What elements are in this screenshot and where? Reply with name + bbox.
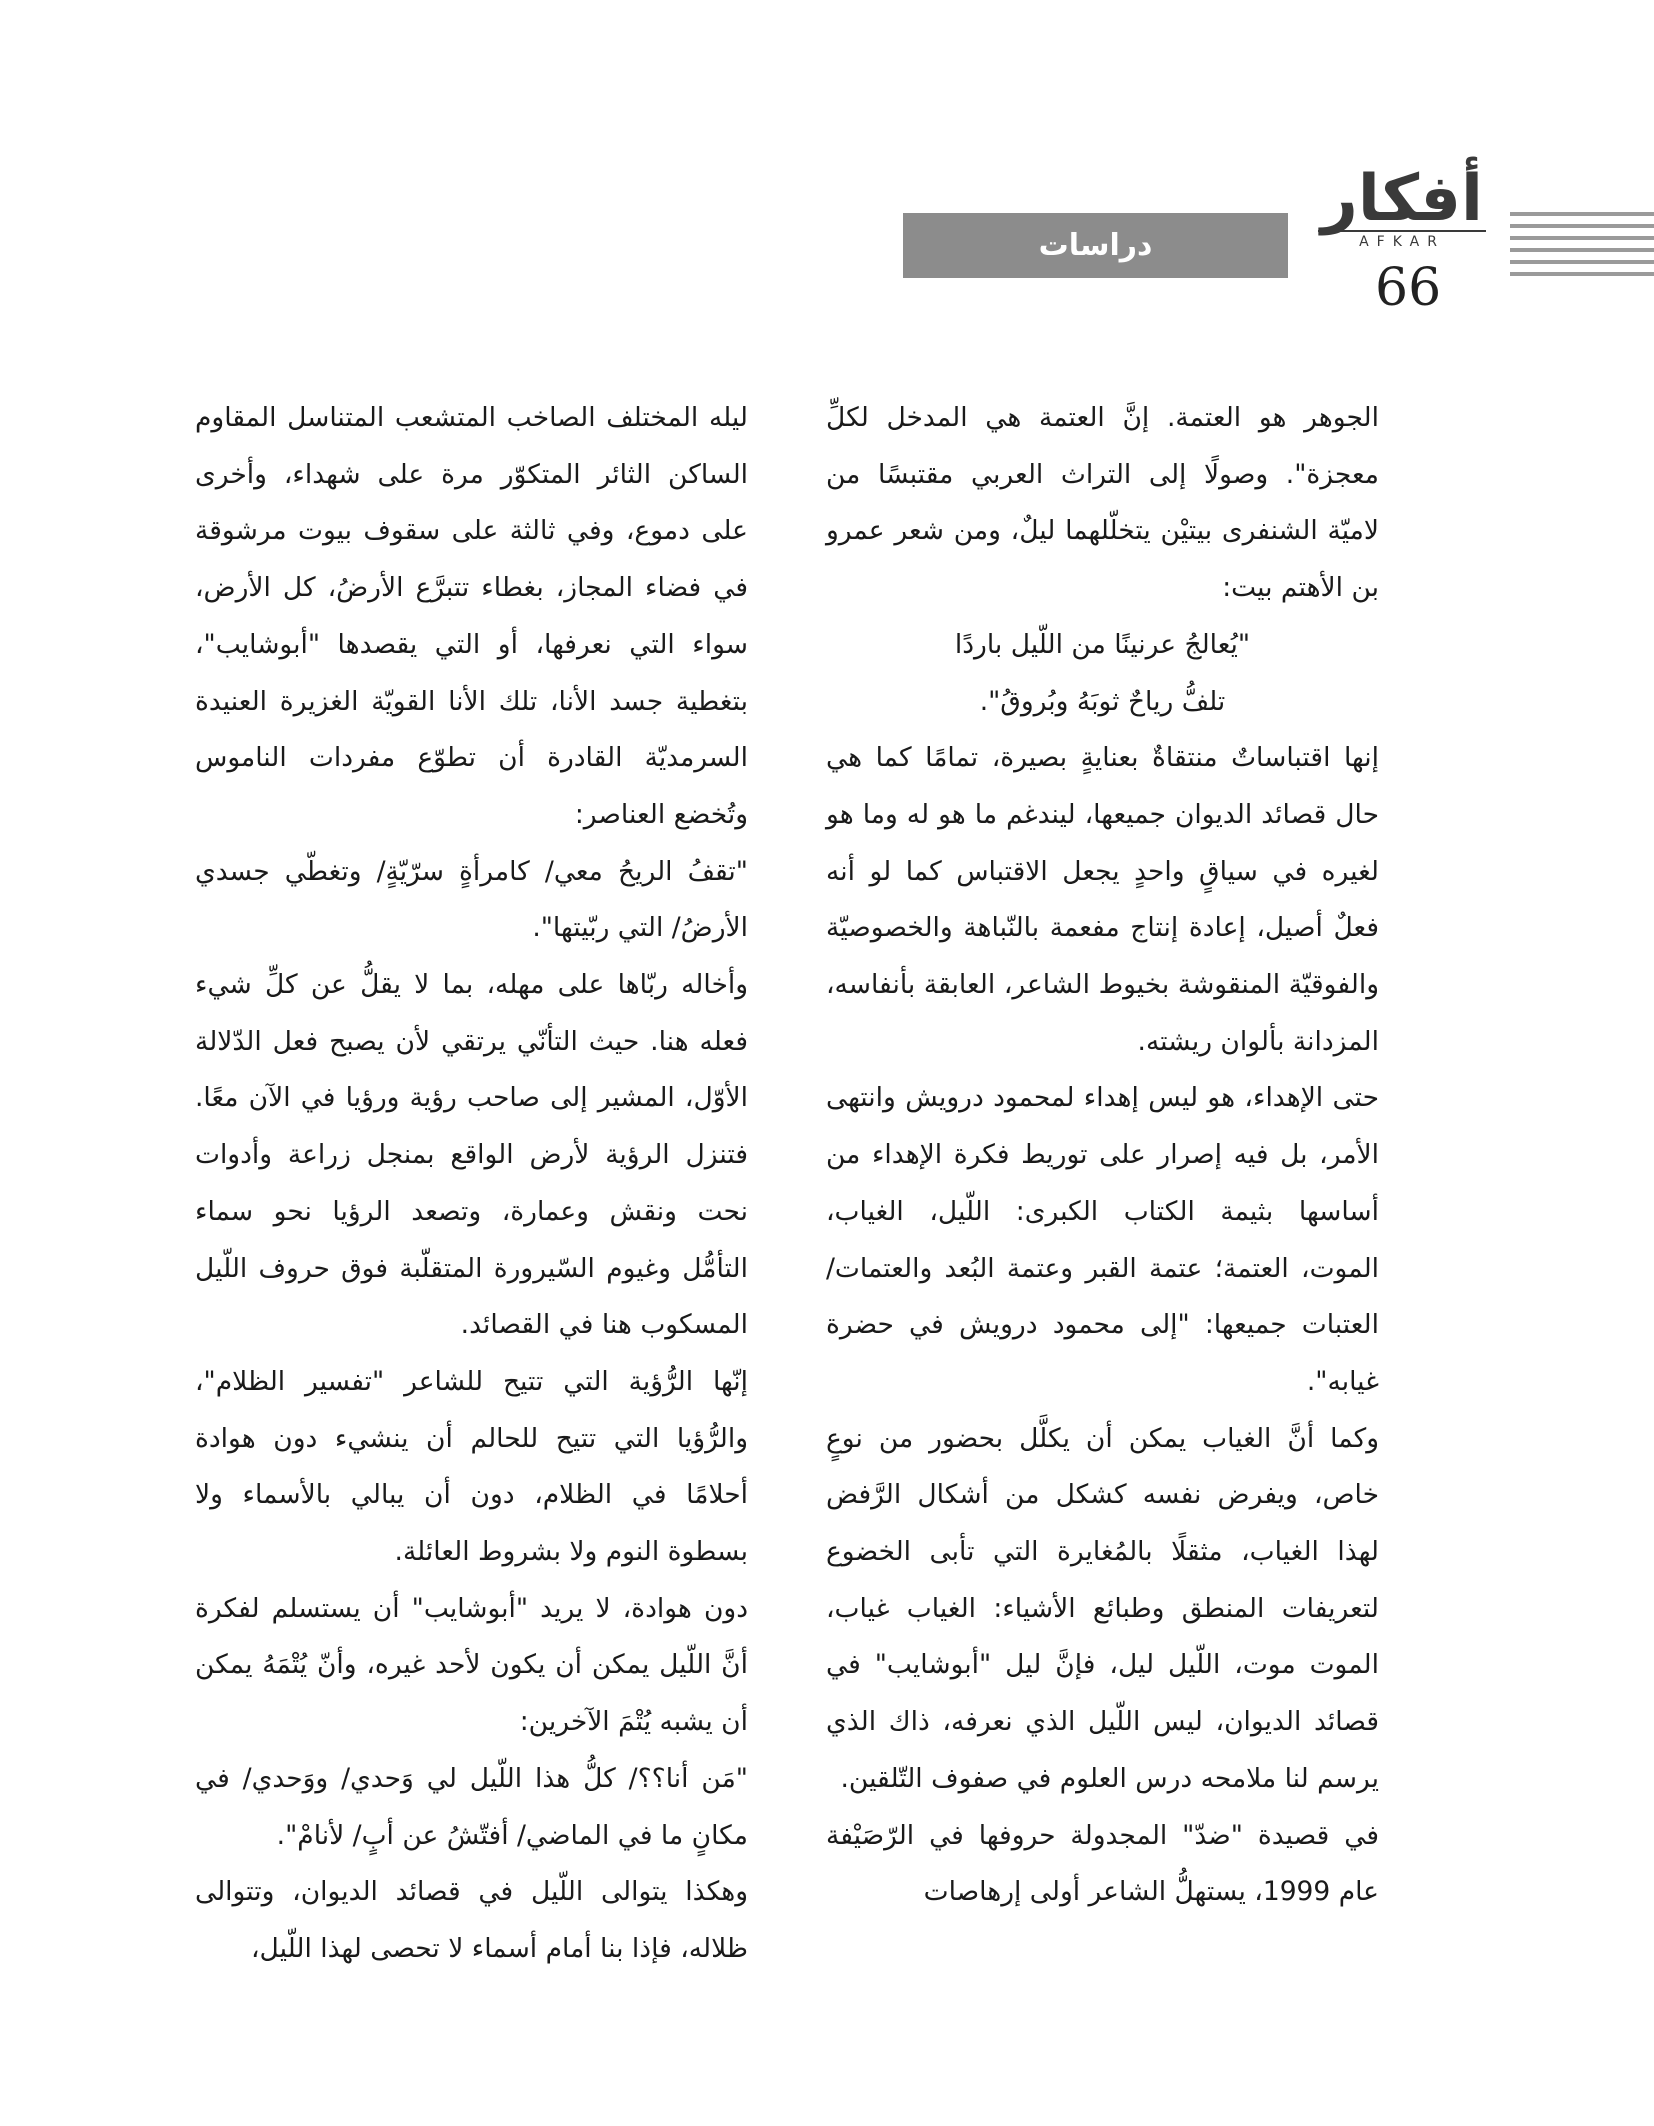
paragraph: ليله المختلف الصاخب المتشعب المتناسل المقاوم الساكن الثائر المتكوّر مرة على شهداء، وأخرى على دموع، وفي ثالثة على سقوف بيوت مرشوقة في فضاء المجاز، بغطاء تتبرَّع الأرضُ، كل الأرض، سواء التي نعرفها، أو التي يقصدها "أبوشايب"، بتغطية جسد الأنا، تلك الأنا القويّة الغزيرة العنيدة السرمديّة القادرة أن تطوّع مفردات الناموس وتُخضع العناصر: — [195, 402, 748, 830]
stripe — [1510, 236, 1654, 240]
paragraph: وأخاله ربّاها على مهله، بما لا يقلُّ عن كلِّ شيء فعله هنا. حيث التأنّي يرتقي لأن يصبح فعل الدّلالة الأوّل، المشير إلى صاحب رؤية ورؤيا في الآن معًا. فتنزل الرؤية لأرض الواقع بمنجل زراعة وأدوات نحت ونقش وعمارة، وتصعد الرؤيا نحو سماء التأمُّل وغيوم السّيرورة المتقلّبة فوق حروف اللّيل المسكوب هنا في القصائد. — [195, 969, 748, 1341]
logo-english: AFKAR — [1318, 230, 1486, 250]
page-header — [0, 0, 1654, 330]
decorative-stripes — [1510, 210, 1654, 280]
paragraph: إنها اقتباساتٌ منتقاةٌ بعنايةٍ بصيرة، تمامًا كما هي حال قصائد الديوان جميعها، ليندغم ما هو له وما هو لغيره في سياقٍ واحدٍ يجعل الاقتباس كما لو أنه فعلٌ أصيل، إعادة إنتاج مفعمة بالنّباهة والخصوصيّة والفوقيّة المنقوشة بخيوط الشاعر، العابقة بأنفاسه، المزدانة بألوان ريشته. — [826, 742, 1379, 1057]
stripe — [1510, 272, 1654, 276]
quote: "مَن أنا؟؟/ كلُّ هذا اللّيل لي وَحدي/ ووَحدي/ في مكانٍ ما في الماضي/ أفتّشُ عن أبٍ/ لأنامْ". — [195, 1762, 748, 1851]
article-column-right — [826, 390, 1379, 1921]
stripe — [1510, 212, 1654, 216]
section-banner — [903, 213, 1288, 278]
article-column-left — [195, 390, 748, 1978]
logo-arabic: أفكار — [1321, 162, 1483, 236]
paragraph: وهكذا يتوالى اللّيل في قصائد الديوان، وتتوالى ظلاله، فإذا بنا أمام أسماء لا تحصى لهذا اللّيل، — [195, 1876, 748, 1964]
quote: "تقفُ الريحُ معي/ كامرأةٍ سرّيّةٍ/ وتغطّي جسدي الأرضُ/ التي ربّيتها". — [195, 855, 748, 944]
page-number: 66 — [1375, 258, 1442, 318]
verse-line: تلفُّ رياحٌ ثوبَهُ وبُروقُ". — [979, 685, 1226, 717]
paragraph: وكما أنَّ الغياب يمكن أن يكلَّل بحضور من نوعٍ خاص، ويفرض نفسه كشكل من أشكال الرَّفض لهذا الغياب، مثقلًا بالمُغايرة التي تأبى الخضوع لتعريفات المنطق وطبائع الأشياء: الغياب غياب، الموت موت، اللّيل ليل، فإنَّ ليل "أبوشايب" في قصائد الديوان، ليس اللّيل الذي نعرفه، ذاك الذي يرسم لنا ملامحه درس العلوم في صفوف التّلقين. — [826, 1422, 1379, 1794]
stripe — [1510, 224, 1654, 228]
stripe — [1510, 248, 1654, 252]
paragraph: الجوهر هو العتمة. إنَّ العتمة هي المدخل لكلِّ معجزة". وصولًا إلى التراث العربي مقتبسًا من لاميّة الشنفرى بيتيْن يتخلّلهما ليلٌ، ومن شعر عمرو بن الأهتم بيت: — [826, 402, 1379, 604]
paragraph: إنّها الرُّؤية التي تتيح للشاعر "تفسير الظلام"، والرُّؤيا التي تتيح للحالم أن ينشيء دون هوادة أحلامًا في الظلام، دون أن يبالي بالأسماء ولا بسطوة النوم ولا بشروط العائلة. — [195, 1365, 748, 1568]
section-label: دراسات — [1038, 228, 1153, 263]
paragraph: في قصيدة "ضدّ" المجدولة حروفها في الرّصَيْفة عام 1999، يستهلُّ الشاعر أولى إرهاصات — [826, 1819, 1379, 1908]
paragraph: حتى الإهداء، هو ليس إهداء لمحمود درويش وانتهى الأمر، بل فيه إصرار على توريط فكرة الإهداء من أساسها بثيمة الكتاب الكبرى: اللّيل، الغياب، الموت، العتمة؛ عتمة القبر وعتمة البُعد والعتمات/ العتبات جميعها: "إلى محمود درويش في حضرة غيابه". — [826, 1082, 1379, 1397]
stripe — [1510, 260, 1654, 264]
verse-line: "يُعالجُ عرنينًا من اللّيل باردًا — [954, 628, 1251, 660]
paragraph: دون هوادة، لا يريد "أبوشايب" أن يستسلم لفكرة أنَّ اللّيل يمكن أن يكون لأحد غيره، وأنّ يُتْمَهُ يمكن أن يشبه يُتْمَ الآخرين: — [195, 1592, 748, 1738]
magazine-logo — [1318, 164, 1486, 248]
